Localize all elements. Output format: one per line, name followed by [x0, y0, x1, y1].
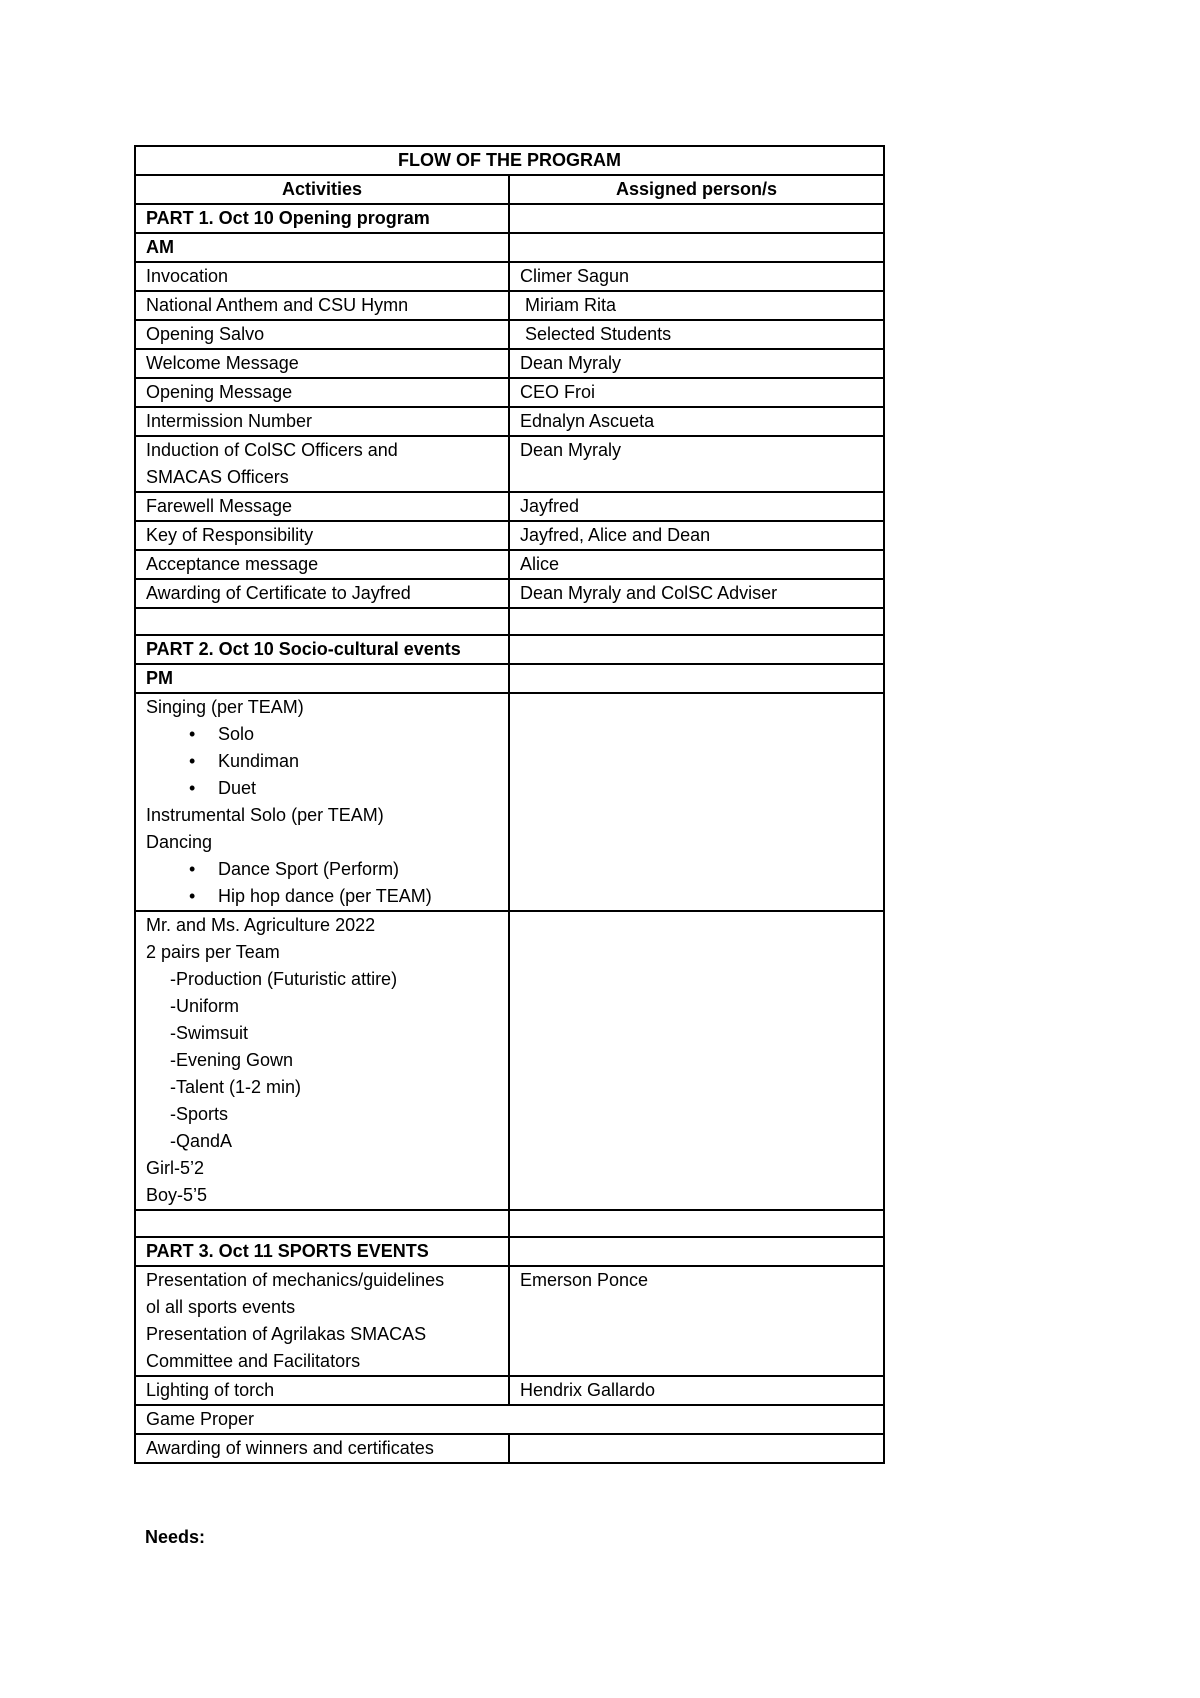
table-row	[135, 320, 884, 349]
activity-line: Presentation of mechanics/guidelines	[146, 1270, 445, 1290]
activity-line: Presentation of Agrilakas SMACAS	[146, 1324, 427, 1344]
activity-line: ol all sports events	[146, 1297, 296, 1317]
person-cell: Emerson Ponce	[509, 1266, 884, 1376]
bullet-icon: •	[189, 778, 196, 798]
table-row	[135, 1376, 884, 1405]
bullet-icon: •	[189, 886, 196, 906]
girl-height: Girl-5’2	[146, 1158, 205, 1178]
person-cell: Miriam Rita	[509, 291, 884, 320]
empty-cell	[509, 204, 884, 233]
needs-label: Needs:	[145, 1527, 206, 1547]
list-item	[146, 883, 498, 910]
list-item	[146, 856, 498, 883]
spacer-row	[135, 1210, 884, 1237]
list-item	[146, 721, 498, 748]
list-item: -Talent (1-2 min)	[170, 1077, 302, 1097]
activity-line: Committee and Facilitators	[146, 1351, 361, 1371]
table-row	[135, 436, 884, 492]
session-row	[135, 233, 884, 262]
bullet-icon: •	[189, 859, 196, 879]
program-title: FLOW OF THE PROGRAM	[135, 146, 884, 175]
person-cell: Climer Sagun	[509, 262, 884, 291]
session-am: AM	[135, 233, 509, 262]
empty-cell	[509, 911, 884, 1210]
list-item-text: Duet	[218, 778, 257, 798]
table-row	[135, 378, 884, 407]
part3-row	[135, 1237, 884, 1266]
person-cell: Dean Myraly and ColSC Adviser	[509, 579, 884, 608]
person-cell: Dean Myraly	[509, 436, 884, 492]
spacer-row	[135, 608, 884, 635]
activity-line: SMACAS Officers	[146, 467, 289, 487]
activity-cell: Game Proper	[135, 1405, 884, 1434]
pageant-cell	[135, 911, 509, 1210]
bullet-icon: •	[189, 751, 196, 771]
person-cell: Alice	[509, 550, 884, 579]
list-item	[146, 775, 498, 802]
pageant-title: Mr. and Ms. Agriculture 2022	[146, 915, 376, 935]
list-item-text: Kundiman	[218, 751, 300, 771]
activity-cell: Invocation	[135, 262, 509, 291]
person-cell: Hendrix Gallardo	[509, 1376, 884, 1405]
empty-cell	[509, 635, 884, 664]
empty-cell	[509, 608, 884, 635]
singing-label: Singing (per TEAM)	[146, 697, 304, 717]
person-cell: Selected Students	[509, 320, 884, 349]
title-row	[135, 146, 884, 175]
list-item	[146, 748, 498, 775]
list-item: -Uniform	[170, 996, 240, 1016]
list-item-text: Hip hop dance (per TEAM)	[218, 886, 432, 906]
dancing-list	[146, 856, 498, 910]
bullet-icon: •	[189, 724, 196, 744]
person-cell: Jayfred	[509, 492, 884, 521]
table-row	[135, 579, 884, 608]
list-item: -QandA	[170, 1131, 233, 1151]
assigned-header: Assigned person/s	[509, 175, 884, 204]
session-pm: PM	[135, 664, 509, 693]
empty-cell	[509, 693, 884, 911]
activity-cell: Opening Salvo	[135, 320, 509, 349]
activities-header: Activities	[135, 175, 509, 204]
empty-cell	[509, 233, 884, 262]
activity-cell	[135, 436, 509, 492]
session-row	[135, 664, 884, 693]
empty-cell	[135, 608, 509, 635]
activity-cell	[135, 1266, 509, 1376]
person-cell: CEO Froi	[509, 378, 884, 407]
list-item: -Evening Gown	[170, 1050, 294, 1070]
activity-cell: Acceptance message	[135, 550, 509, 579]
activity-cell: Opening Message	[135, 378, 509, 407]
table-row	[135, 550, 884, 579]
pageant-row	[135, 911, 884, 1210]
list-item: -Sports	[170, 1104, 229, 1124]
part3-label: PART 3. Oct 11 SPORTS EVENTS	[135, 1237, 509, 1266]
singing-list	[146, 721, 498, 802]
part2-row	[135, 635, 884, 664]
empty-cell	[509, 1434, 884, 1463]
table-row	[135, 1405, 884, 1434]
table-row	[135, 1266, 884, 1376]
activity-line: Induction of ColSC Officers and	[146, 440, 398, 460]
person-cell: Jayfred, Alice and Dean	[509, 521, 884, 550]
instrumental-label: Instrumental Solo (per TEAM)	[146, 805, 384, 825]
part1-label: PART 1. Oct 10 Opening program	[135, 204, 509, 233]
events-cell	[135, 693, 509, 911]
pageant-pairs: 2 pairs per Team	[146, 942, 280, 962]
part1-row	[135, 204, 884, 233]
activity-cell: Welcome Message	[135, 349, 509, 378]
table-row	[135, 1434, 884, 1463]
empty-cell	[509, 1237, 884, 1266]
activity-cell: Intermission Number	[135, 407, 509, 436]
table-row	[135, 262, 884, 291]
activity-cell: Awarding of winners and certificates	[135, 1434, 509, 1463]
program-table	[134, 145, 885, 1464]
activity-cell: Farewell Message	[135, 492, 509, 521]
part2-label: PART 2. Oct 10 Socio-cultural events	[135, 635, 509, 664]
activity-cell: Awarding of Certificate to Jayfred	[135, 579, 509, 608]
person-cell: Dean Myraly	[509, 349, 884, 378]
list-item-text: Solo	[218, 724, 255, 744]
empty-cell	[509, 664, 884, 693]
dancing-label: Dancing	[146, 832, 213, 852]
boy-height: Boy-5’5	[146, 1185, 208, 1205]
activity-cell: National Anthem and CSU Hymn	[135, 291, 509, 320]
empty-cell	[509, 1210, 884, 1237]
list-item: -Production (Futuristic attire)	[170, 969, 398, 989]
table-row	[135, 521, 884, 550]
table-row	[135, 492, 884, 521]
list-item-text: Dance Sport (Perform)	[218, 859, 400, 879]
events-row	[135, 693, 884, 911]
list-item: -Swimsuit	[170, 1023, 249, 1043]
table-row	[135, 349, 884, 378]
empty-cell	[135, 1210, 509, 1237]
activity-cell: Lighting of torch	[135, 1376, 509, 1405]
activity-cell: Key of Responsibility	[135, 521, 509, 550]
table-row	[135, 291, 884, 320]
person-cell: Ednalyn Ascueta	[509, 407, 884, 436]
header-row	[135, 175, 884, 204]
table-row	[135, 407, 884, 436]
